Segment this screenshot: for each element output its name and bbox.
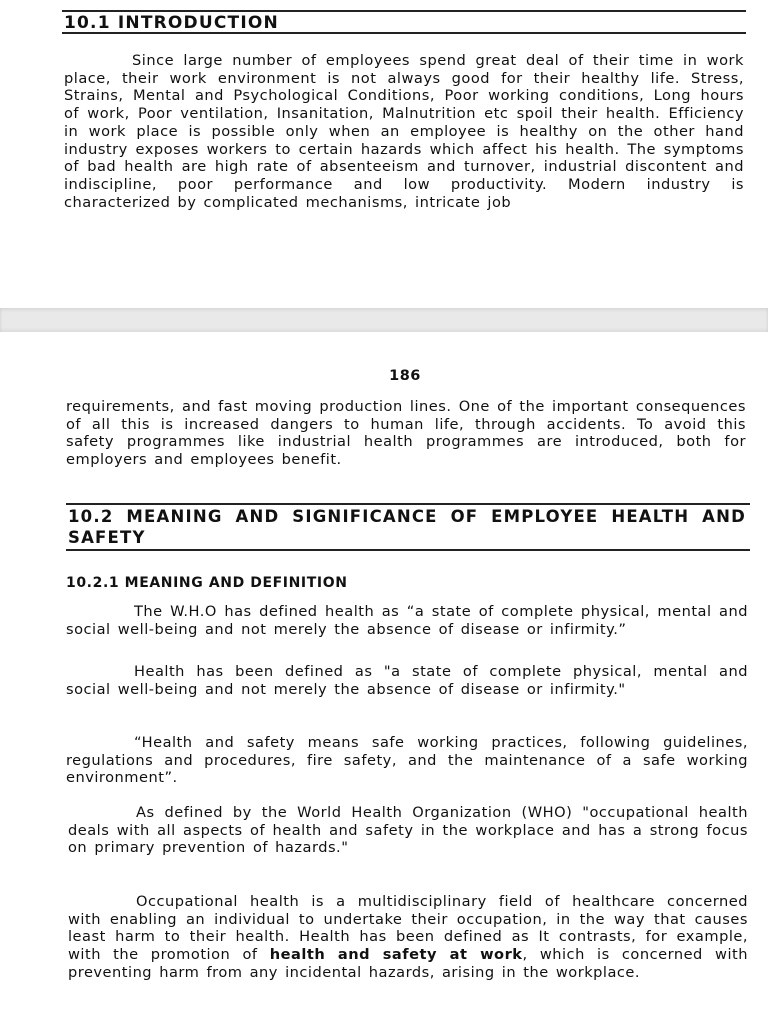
occupational-health-text-2: , which is concerned with preventing harm from any incidental hazards, arising in the workplace. xyxy=(68,946,748,981)
occupational-health-paragraph xyxy=(68,893,748,982)
section-heading-introduction: 10.1 INTRODUCTION xyxy=(62,10,746,34)
page-185 xyxy=(0,0,768,308)
section-heading-meaning-significance: 10.2 MEANING AND SIGNIFICANCE OF EMPLOYEE HEALTH AND SAFETY xyxy=(66,503,750,551)
bold-phrase: health and safety at work xyxy=(269,946,523,964)
subsection-heading-meaning-definition: 10.2.1 MEANING AND DEFINITION xyxy=(66,575,348,591)
occupational-health-who-paragraph: As defined by the World Health Organization (WHO) "occupational health deals with all aspects of health and safety in the workplace and has a strong focus on primary prevention of hazards." xyxy=(68,804,748,857)
introduction-paragraph xyxy=(64,52,744,211)
introduction-paragraph-text: Since large number of employees spend great deal of their time in work place, their work environment is not always good for their healthy life. Stress, Strains, Mental and Psychological Conditions, Poor working conditions, Long hours of work, Poor ventilation, Insanitation, Malnutrition etc spoil their health. Efficiency in work place is possible only when an employee is healthy on the other hand industry exposes workers to certain hazards which affect his health. The symptoms of bad health are high rate of absenteeism and turnover, industrial discontent and indiscipline, poor performance and low productivity. Modern industry is characterized by complicated mechanisms, intricate job xyxy=(64,52,744,211)
continuation-paragraph: requirements, and fast moving production lines. One of the important consequences of all this is increased dangers to human life, through accidents. To avoid this safety programmes like industrial health programmes are introduced, both for employers and employees benefit. xyxy=(66,398,746,469)
page-number: 186 xyxy=(389,368,421,384)
occupational-health-text-1: Occupational health is a multidisciplinary field of healthcare concerned with enabling an individual to undertake their occupation, in the way that causes least harm to their health. Health has been defined as It contrasts, for example, with the promotion of xyxy=(68,893,748,964)
health-definition-paragraph: Health has been defined as "a state of complete physical, mental and social well-being and not merely the absence of disease or infirmity." xyxy=(66,663,748,698)
health-safety-definition-paragraph: “Health and safety means safe working practices, following guidelines, regulations and procedures, fire safety, and the maintenance of a safe working environment”. xyxy=(66,734,748,787)
who-definition-paragraph: The W.H.O has defined health as “a state of complete physical, mental and social well-being and not merely the absence of disease or infirmity.” xyxy=(66,603,748,638)
page-gap xyxy=(0,308,768,332)
